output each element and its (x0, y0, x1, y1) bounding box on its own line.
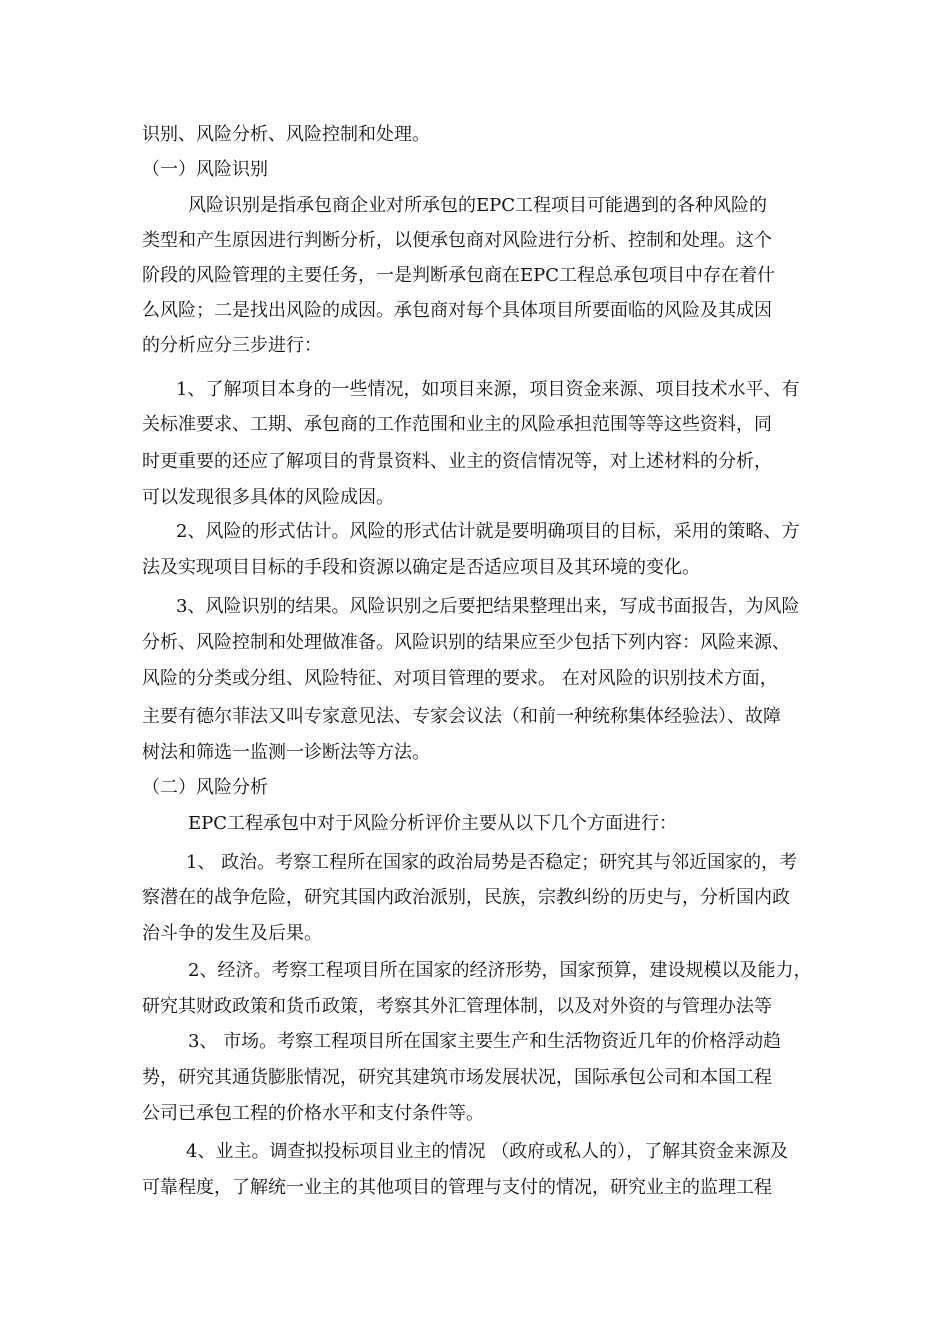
list-item-line: 可以发现很多具体的风险成因。 (142, 487, 394, 508)
list-item-line: 主要有德尔菲法又叫专家意见法、专家会议法（和前一种统称集体经验法）、故障 (142, 706, 781, 727)
list-item-line: 1、 政治。考察工程所在国家的政治局势是否稳定；研究其与邻近国家的，考 (186, 852, 798, 873)
list-item-line: 可靠程度，了解统一业主的其他项目的管理与支付的情况，研究业主的监理工程 (142, 1177, 772, 1198)
section-heading: （一）风险识别 (142, 159, 268, 180)
paragraph-line: 么风险；二是找出风险的成因。承包商对每个具体项目所要面临的风险及其成因 (142, 300, 772, 321)
list-item-line: 公司已承包工程的价格水平和支付条件等。 (142, 1103, 484, 1124)
paragraph-line: 的分析应分三步进行： (142, 335, 322, 356)
list-item-line: 树法和筛选一监测一诊断法等方法。 (142, 742, 430, 763)
list-item-line: 关标准要求、工期、承包商的工作范围和业主的风险承担范围等等这些资料，同 (142, 414, 772, 435)
paragraph-line: 类型和产生原因进行判断分析，以便承包商对风险进行分析、控制和处理。这个 (142, 230, 772, 251)
list-item-line: 风险的分类或分组、风险特征、对项目管理的要求。 在对风险的识别技术方面， (142, 668, 778, 689)
paragraph-line: 识别、风险分析、风险控制和处理。 (142, 124, 430, 145)
list-item-line: 1、了解项目本身的一些情况，如项目来源，项目资金来源、项目技术水平、有 (176, 379, 800, 400)
list-item-line: 势，研究其通货膨胀情况，研究其建筑市场发展状况，国际承包公司和本国工程 (142, 1067, 772, 1088)
list-item-line: 时更重要的还应了解项目的背景资料、业主的资信情况等，对上述材料的分析， (142, 451, 772, 472)
list-item-line: 2、风险的形式估计。风险的形式估计就是要明确项目的目标，采用的策略、方 (176, 521, 800, 542)
list-item-line: 分析、风险控制和处理做准备。风险识别的结果应至少包括下列内容：风险来源、 (142, 632, 790, 653)
list-item-line: 2、经济。考察工程项目所在国家的经济形势，国家预算，建设规模以及能力， (188, 960, 812, 981)
paragraph-line: EPC工程承包中对于风险分析评价主要从以下几个方面进行： (188, 813, 678, 834)
list-item-line: 察潜在的战争危险，研究其国内政治派别，民族，宗教纠纷的历史与，分析国内政 (142, 887, 790, 908)
list-item-line: 3、 市场。考察工程项目所在国家主要生产和生活物资近几年的价格浮动趋 (188, 1031, 782, 1052)
list-item-line: 研究其财政政策和货币政策，考察其外汇管理体制，以及对外资的与管理办法等 (142, 996, 772, 1017)
section-heading: （二）风险分析 (142, 777, 268, 798)
list-item-line: 4、业主。调查拟投标项目业主的情况 （政府或私人的），了解其资金来源及 (186, 1141, 789, 1162)
paragraph-line: 阶段的风险管理的主要任务，一是判断承包商在EPC工程总承包项目中存在着什 (142, 265, 776, 286)
list-item-line: 治斗争的发生及后果。 (142, 923, 322, 944)
list-item-line: 3、风险识别的结果。风险识别之后要把结果整理出来，写成书面报告，为风险 (176, 596, 800, 617)
list-item-line: 法及实现项目目标的手段和资源以确定是否适应项目及其环境的变化。 (142, 557, 700, 578)
paragraph-line: 风险识别是指承包商企业对所承包的EPC工程项目可能遇到的各种风险的 (188, 195, 768, 216)
